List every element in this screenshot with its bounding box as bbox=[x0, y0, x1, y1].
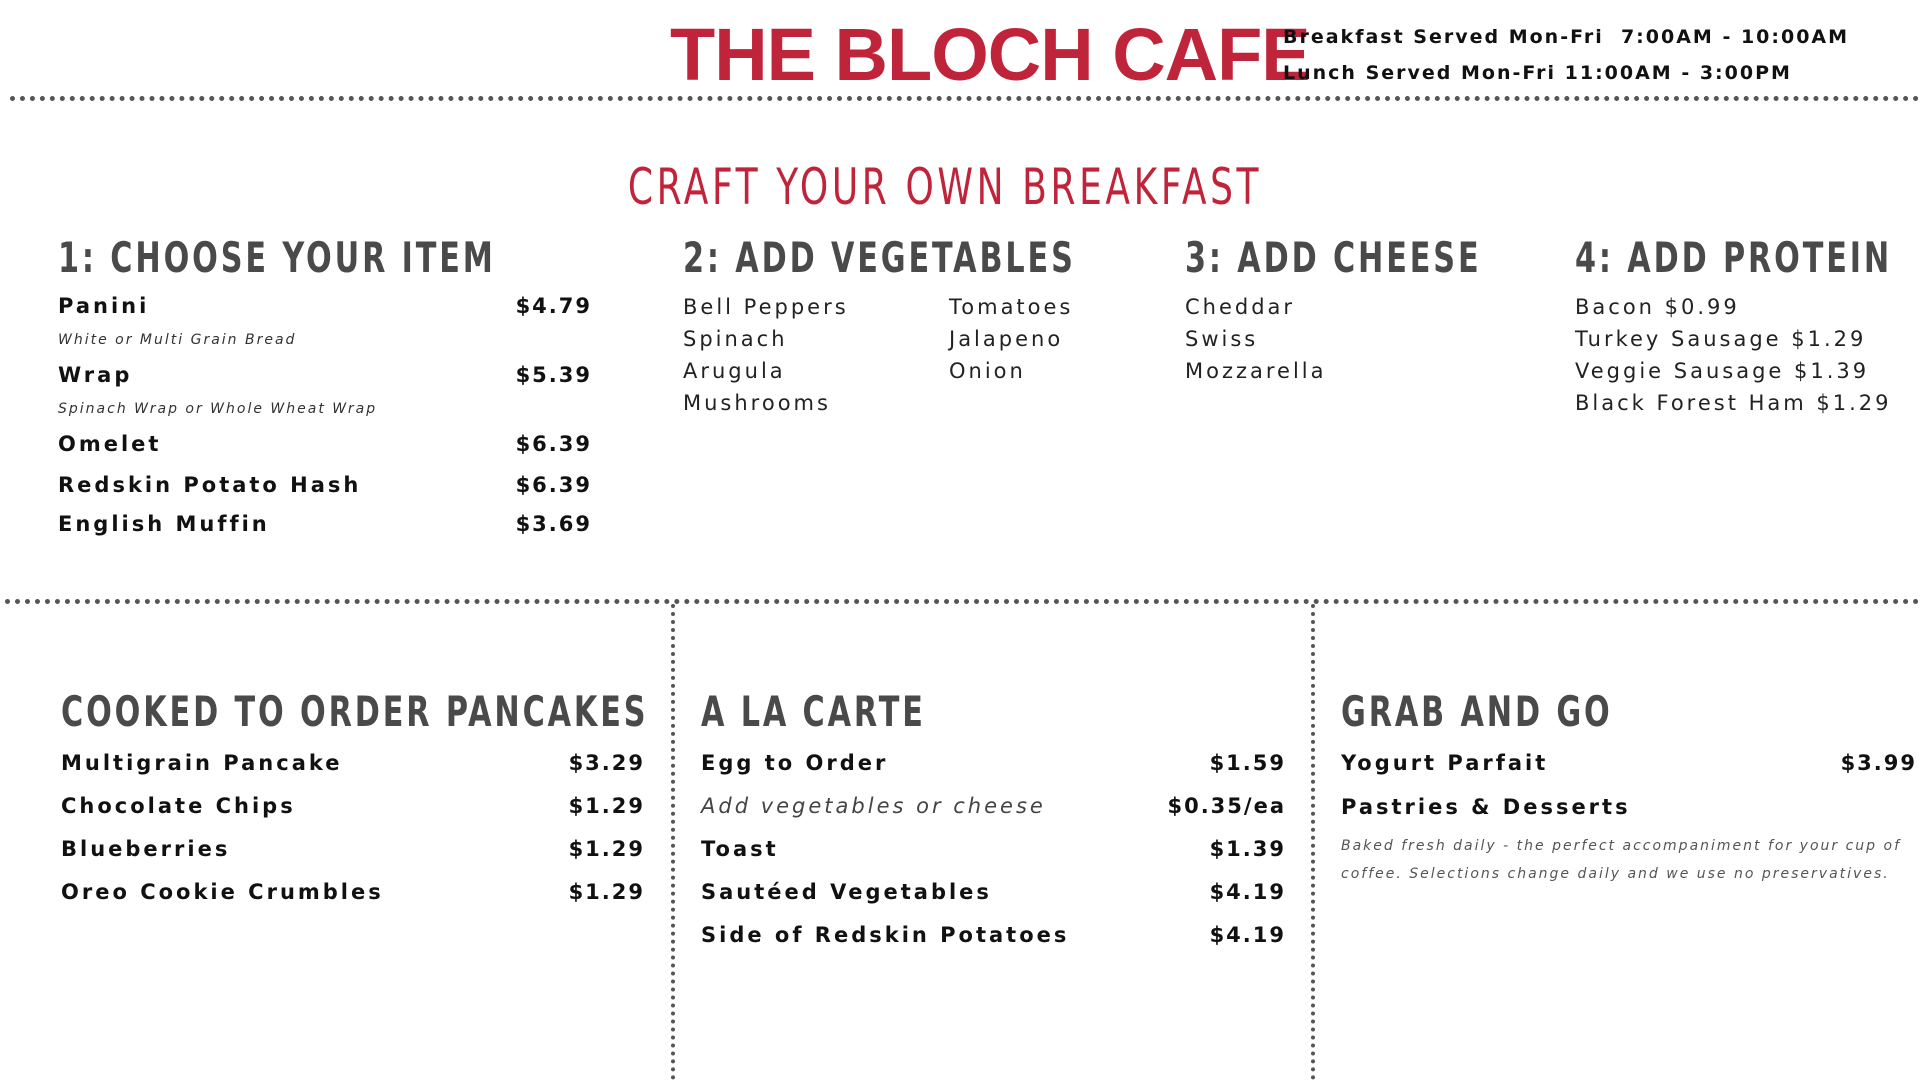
item-price: $3.99 bbox=[1840, 751, 1917, 775]
item-name: Blueberries bbox=[61, 837, 231, 861]
menu-item-potato-hash bbox=[58, 473, 592, 497]
middle-divider bbox=[5, 599, 1920, 604]
vegetable-option: Tomatoes bbox=[949, 295, 1074, 319]
item-price: $1.39 bbox=[1209, 837, 1286, 861]
item-price: $6.39 bbox=[515, 432, 592, 456]
protein-option: Black Forest Ham $1.29 bbox=[1575, 391, 1892, 415]
item-price: $3.69 bbox=[515, 512, 592, 536]
step4-heading: 4: ADD PROTEIN bbox=[1575, 233, 1893, 282]
item-price: $4.79 bbox=[515, 294, 592, 318]
item-name: Pastries & Desserts bbox=[1341, 795, 1631, 819]
cheese-option: Mozzarella bbox=[1185, 359, 1327, 383]
item-name: Redskin Potato Hash bbox=[58, 473, 362, 497]
vegetable-option: Bell Peppers bbox=[683, 295, 849, 319]
step1-heading: 1: CHOOSE YOUR ITEM bbox=[58, 233, 496, 282]
vegetable-option: Mushrooms bbox=[683, 391, 831, 415]
item-name: Add vegetables or cheese bbox=[701, 794, 1046, 818]
step3-heading: 3: ADD CHEESE bbox=[1185, 233, 1482, 282]
column-divider-left bbox=[671, 604, 675, 1080]
craft-section-title: CRAFT YOUR OWN BREAKFAST bbox=[627, 158, 1263, 216]
item-name: Yogurt Parfait bbox=[1341, 751, 1549, 775]
pastries-description: Baked fresh daily - the perfect accompaniment for your cup of coffee. Selections change daily and we use no preservatives. bbox=[1341, 838, 1901, 882]
item-name: Toast bbox=[701, 837, 779, 861]
menu-item-blueberries bbox=[61, 837, 645, 861]
vegetable-option: Onion bbox=[949, 359, 1026, 383]
item-note: Spinach Wrap or Whole Wheat Wrap bbox=[58, 401, 378, 417]
item-price: $0.35/ea bbox=[1167, 794, 1286, 818]
protein-option: Veggie Sausage $1.39 bbox=[1575, 359, 1870, 383]
item-name: Egg to Order bbox=[701, 751, 889, 775]
item-name: Panini bbox=[58, 294, 150, 318]
menu-item-multigrain-pancake bbox=[61, 751, 645, 775]
menu-item-add-vegetables-or-cheese bbox=[701, 794, 1286, 818]
vegetable-option: Jalapeno bbox=[949, 327, 1064, 351]
item-name: Omelet bbox=[58, 432, 162, 456]
menu-item-egg-to-order bbox=[701, 751, 1286, 775]
menu-item-yogurt-parfait bbox=[1341, 751, 1917, 775]
item-price: $5.39 bbox=[515, 363, 592, 387]
pancakes-heading: COOKED TO ORDER PANCAKES bbox=[61, 687, 649, 736]
menu-item-sauteed-vegetables bbox=[701, 880, 1286, 904]
menu-item-wrap bbox=[58, 363, 592, 387]
column-divider-right bbox=[1311, 604, 1315, 1080]
menu-item-toast bbox=[701, 837, 1286, 861]
cheese-option: Cheddar bbox=[1185, 295, 1296, 319]
protein-option: Turkey Sausage $1.29 bbox=[1575, 327, 1867, 351]
menu-item-chocolate-chips bbox=[61, 794, 645, 818]
item-name: Oreo Cookie Crumbles bbox=[61, 880, 384, 904]
menu-item-redskin-potatoes bbox=[701, 923, 1286, 947]
grab-and-go-heading: GRAB AND GO bbox=[1341, 687, 1613, 736]
protein-option: Bacon $0.99 bbox=[1575, 295, 1740, 319]
lunch-hours: Lunch Served Mon-Fri 11:00AM - 3:00PM bbox=[1283, 62, 1792, 84]
item-price: $1.29 bbox=[568, 837, 645, 861]
item-note: White or Multi Grain Bread bbox=[58, 332, 297, 348]
item-name: Multigrain Pancake bbox=[61, 751, 343, 775]
vegetable-option: Arugula bbox=[683, 359, 786, 383]
item-price: $1.29 bbox=[568, 880, 645, 904]
menu-item-oreo-crumbles bbox=[61, 880, 645, 904]
item-name: Chocolate Chips bbox=[61, 794, 296, 818]
menu-item-panini bbox=[58, 294, 592, 318]
vegetable-option: Spinach bbox=[683, 327, 788, 351]
item-price: $1.29 bbox=[568, 794, 645, 818]
menu-item-pastries-desserts bbox=[1341, 795, 1917, 819]
item-price: $6.39 bbox=[515, 473, 592, 497]
top-divider bbox=[10, 96, 1920, 101]
cheese-option: Swiss bbox=[1185, 327, 1259, 351]
breakfast-hours: Breakfast Served Mon-Fri 7:00AM - 10:00AM bbox=[1283, 26, 1850, 48]
step2-heading: 2: ADD VEGETABLES bbox=[683, 233, 1076, 282]
item-name: Wrap bbox=[58, 363, 133, 387]
item-name: Side of Redskin Potatoes bbox=[701, 923, 1070, 947]
item-price: $3.29 bbox=[568, 751, 645, 775]
menu-item-omelet bbox=[58, 432, 592, 456]
item-price: $1.59 bbox=[1209, 751, 1286, 775]
item-price: $4.19 bbox=[1209, 923, 1286, 947]
menu-item-english-muffin bbox=[58, 512, 592, 536]
a-la-carte-heading: A LA CARTE bbox=[701, 687, 926, 736]
item-name: English Muffin bbox=[58, 512, 270, 536]
item-name: Sautéed Vegetables bbox=[701, 880, 992, 904]
item-price: $4.19 bbox=[1209, 880, 1286, 904]
cafe-title: THE BLOCH CAFE bbox=[670, 13, 1310, 96]
